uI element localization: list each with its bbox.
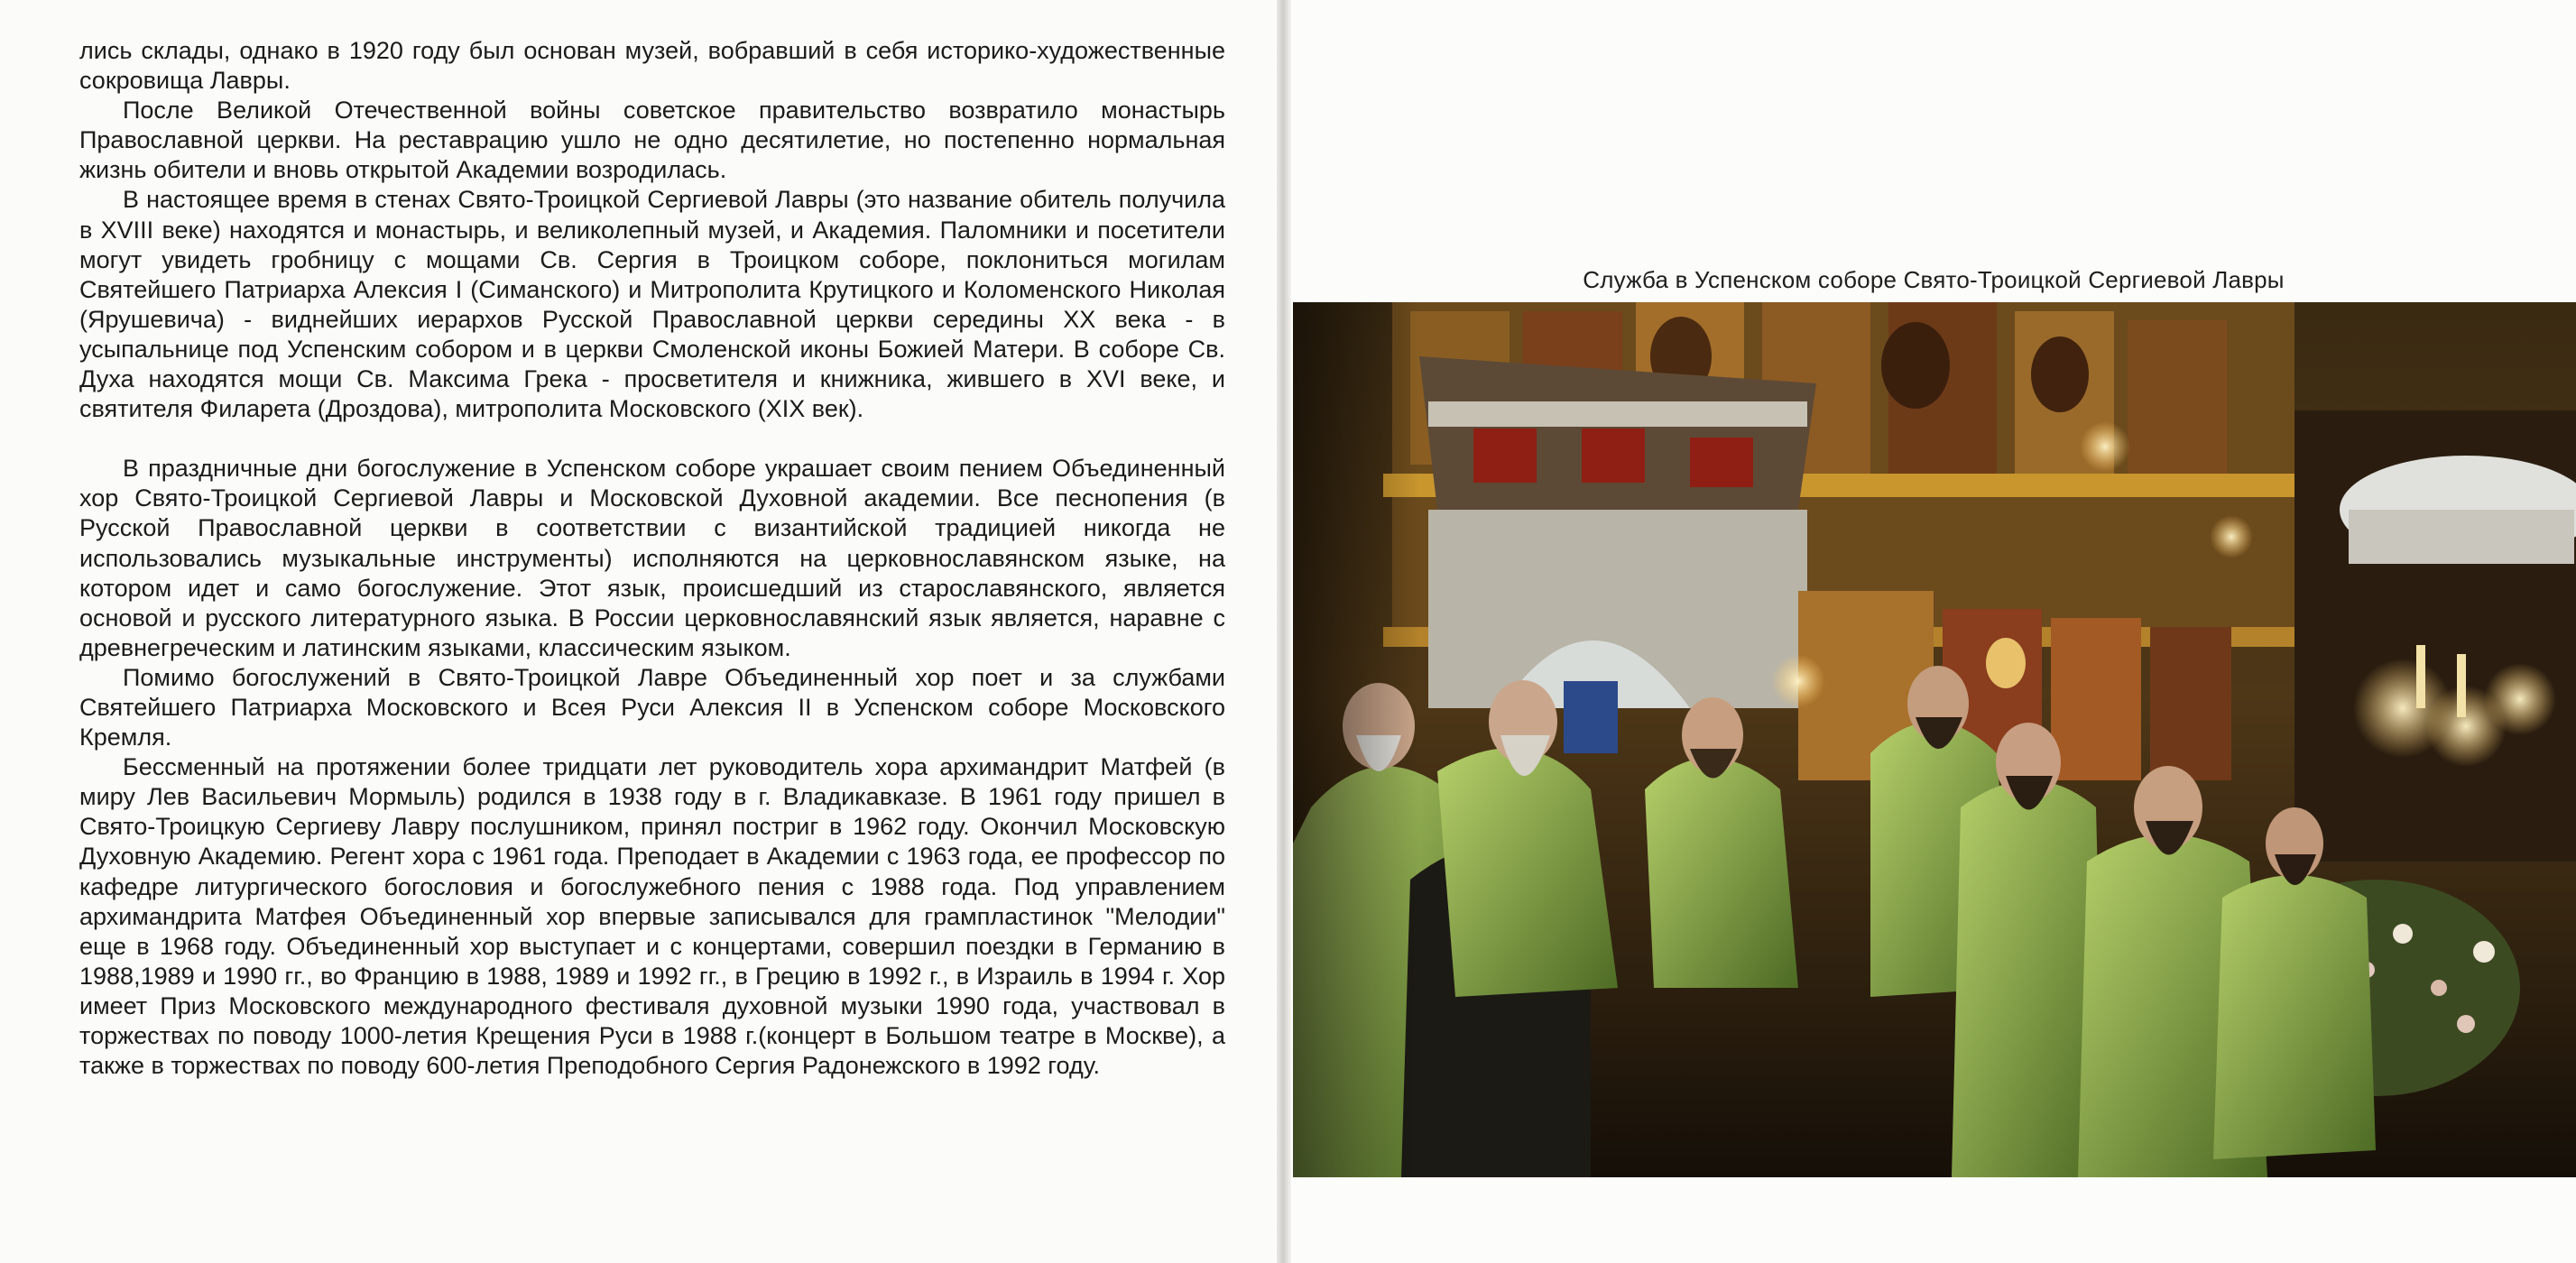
candle-light bbox=[2080, 421, 2130, 472]
paragraph-museum: лись склады, однако в 1920 году был основан музей, вобравший в себя историко-художественные сокровища Лавры. bbox=[79, 37, 1225, 95]
candle-light bbox=[1771, 654, 1825, 708]
book-gutter bbox=[1277, 0, 1291, 1263]
paragraph-present-day: В настоящее время в стенах Свято-Троицкой Сергиевой Лавры (это название обитель получила в XVIII веке) находятся и монастырь, и великолепный музей, и Академия. Паломники и посетители могут увидеть гробницу с мощами Св. Сергия в Троицком соборе, поклониться могилам Святейшего Патриарха Алексия I (Симанского) и Митрополита Крутицкого и Коломенского Николая (Ярушевича) - виднейших иерархов Русской Православной церкви середины XX века - в усыпальнице под Успенским собором и в церкви Смоленской иконы Божией Матери. В соборе Св. Духа находятся мощи Св. Максима Грека - просветителя и книжника, жившего в XVI веке, и святителя Филарета (Дроздова), митрополита Московского (XIX век). bbox=[79, 186, 1225, 423]
paragraph-after-war: После Великой Отечественной войны советское правительство возвратило монастырь Православной церкви. На реставрацию ушло не одно десятилетие, но постепенно нормальная жизнь обители и вновь открытой Академии возродилась. bbox=[79, 97, 1225, 184]
photo-edge-shadow bbox=[1293, 302, 1419, 1177]
photo-caption: Служба в Успенском соборе Свято-Троицкой Сергиевой Лавры bbox=[1583, 266, 2285, 293]
candle-light bbox=[2210, 515, 2253, 558]
left-page bbox=[0, 0, 1281, 1263]
paragraph-kremlin-services: Помимо богослужений в Свято-Троицкой Лавре Объединенный хор поет и за службами Святейшего Патриарха Московского и Всея Руси Алексия II в Успенском соборе Московского Кремля. bbox=[79, 663, 1225, 751]
paragraph-conductor: Бессменный на протяжении более тридцати лет руководитель хора архимандрит Матфей (в миру Лев Васильевич Мормыль) родился в 1938 году в г. Владикавказе. В 1961 году пришел в Свято-Троицкую Сергиеву Лавру послушником, принял постриг в 1962 году. Окончил Московскую Духовную Академию. Регент хора с 1961 года. Преподает в Академии с 1963 года, ее профессор по кафедре литургического богословия и богослужебного пения с 1988 года. Под управлением архимандрита Матфея Объединенный хор впервые записывался для грампластинок "Мелодии" еще в 1968 году. Объединенный хор выступает и с концертами, совершил поездки в Германию в 1988,1989 и 1990 гг., во Францию в 1988, 1989 и 1992 гг., в Грецию в 1992 г., в Израиль в 1994 г. Хор имеет Приз Московского международного фестиваля духовной музыки 1990 года, участвовал в торжествах по поводу 1000-летия Крещения Руси в 1988 г.(концерт в Большом театре в Москве), а также в торжествах по поводу 600-летия Преподобного Сергия Радонежского в 1992 году. bbox=[79, 753, 1225, 1080]
cathedral-service-photo bbox=[1293, 302, 2576, 1177]
canopy bbox=[1419, 356, 1816, 753]
body-text bbox=[79, 36, 1225, 1081]
paragraph-choir: В праздничные дни богослужение в Успенском соборе украшает своим пением Объединенный хор Свято-Троицкой Сергиевой Лавры и Московской Духовной академии. Все песнопения (в Русской Православной церкви в соответствии с византийской традицией никогда не использовались музыкальные инструменты) исполняются на церковнославянском языке, на котором идет и само богослужение. Этот язык, происшедший из старославянского, является основой и русского литературного языка. В России церковнославянский язык является, наравне с древнегреческим и латинским языками, классическим языком. bbox=[79, 455, 1225, 661]
photo-illustration bbox=[1293, 302, 2576, 1177]
chandelier bbox=[2294, 410, 2576, 862]
